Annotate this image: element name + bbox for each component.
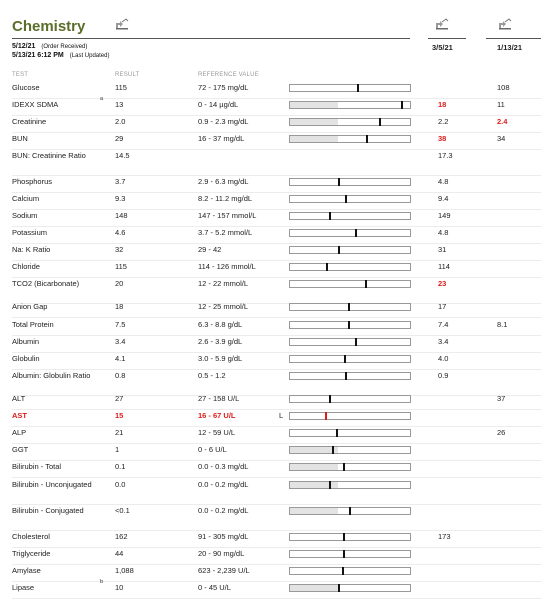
test-result: 0.1 [115, 462, 126, 471]
test-name: Chloride [12, 262, 40, 271]
reference-range: 623 - 2,239 U/L [198, 566, 250, 575]
range-bar-marker [366, 135, 368, 143]
reference-range: 27 - 158 U/L [198, 394, 240, 403]
reference-range: 114 - 126 mmol/L [198, 262, 256, 271]
history-value-1: 149 [438, 211, 451, 220]
table-row [0, 299, 553, 318]
test-name: Phosphorus [12, 177, 53, 186]
range-bar-shade [290, 119, 338, 125]
section-title: Chemistry [12, 18, 86, 35]
test-result: <0.1 [115, 506, 130, 515]
reference-range: 147 - 157 mmol/L [198, 211, 257, 220]
test-name: AST [12, 411, 27, 420]
range-bar [289, 303, 411, 311]
reference-range: 16 - 67 U/L [198, 411, 236, 420]
reference-range: 12 - 25 mmol/L [198, 302, 249, 311]
column-header-reference: REFERENCE VALUE [198, 72, 259, 78]
test-result: 1,088 [115, 566, 134, 575]
range-bar [289, 412, 411, 420]
test-result: 27 [115, 394, 124, 403]
test-result: 0.8 [115, 371, 126, 380]
range-bar-marker [343, 550, 345, 558]
range-bar [289, 463, 411, 471]
range-bar-marker [345, 195, 347, 203]
range-bar [289, 481, 411, 489]
history-value-1: 31 [438, 245, 447, 254]
range-bar [289, 178, 411, 186]
reference-range: 0.5 - 1.2 [198, 371, 226, 380]
range-bar-shade [290, 136, 338, 142]
history-value-2: 108 [497, 83, 510, 92]
test-name: BUN [12, 134, 28, 143]
column-header-test: TEST [12, 72, 29, 78]
reference-range: 0 - 14 µg/dL [198, 100, 239, 109]
range-bar [289, 118, 411, 126]
range-bar-shade [290, 508, 338, 514]
range-bar [289, 280, 411, 288]
received-date: 5/12/21 [12, 43, 36, 50]
test-name: Lipase [12, 583, 35, 592]
range-bar-marker [329, 395, 331, 403]
reference-range: 12 - 59 U/L [198, 428, 236, 437]
test-name: ALT [12, 394, 26, 403]
range-bar [289, 101, 411, 109]
range-bar [289, 246, 411, 254]
history-value-1: 9.4 [438, 194, 449, 203]
history-value-1: 173 [438, 532, 451, 541]
range-bar [289, 84, 411, 92]
test-result: 148 [115, 211, 128, 220]
range-bar-marker [348, 303, 350, 311]
history-value-1: 4.0 [438, 354, 449, 363]
test-result: 10 [115, 583, 124, 592]
range-bar [289, 263, 411, 271]
range-bar-shade [290, 464, 338, 470]
test-name: GGT [12, 445, 29, 454]
history-value-1: 17.3 [438, 151, 453, 160]
test-name: Amylase [12, 566, 41, 575]
test-result: 1 [115, 445, 120, 454]
history-value-1: 0.9 [438, 371, 449, 380]
history-date-2: 1/13/21 [497, 43, 523, 52]
range-bar-shade [290, 585, 338, 591]
updated-date: 5/13/21 6:12 PM [12, 52, 64, 59]
test-name: Creatinine [12, 117, 47, 126]
test-name: Albumin [12, 337, 40, 346]
history-value-1: 38 [438, 134, 447, 143]
history-value-1: 23 [438, 279, 447, 288]
header-rule [12, 38, 410, 39]
range-bar [289, 507, 411, 515]
test-result: 29 [115, 134, 124, 143]
result-flag: L [279, 411, 284, 420]
test-result: 9.3 [115, 194, 126, 203]
range-bar-marker [344, 355, 346, 363]
range-bar-marker [342, 567, 344, 575]
history-value-2: 2.4 [497, 117, 508, 126]
range-bar [289, 229, 411, 237]
test-name: Calcium [12, 194, 40, 203]
header-rule [428, 38, 466, 39]
reference-range: 0.0 - 0.2 mg/dL [198, 480, 249, 489]
test-name: Bilirubin - Total [12, 462, 62, 471]
test-name: Glucose [12, 83, 40, 92]
received-label: (Order Received) [41, 44, 88, 50]
range-bar-marker [336, 429, 338, 437]
column-header-result: RESULT [115, 72, 140, 78]
test-name: Sodium [12, 211, 38, 220]
test-result: 32 [115, 245, 124, 254]
share-export-icon[interactable] [115, 18, 129, 30]
table-row [0, 477, 553, 505]
range-bar-marker [343, 533, 345, 541]
reference-range: 3.7 - 5.2 mmol/L [198, 228, 253, 237]
row-divider [12, 598, 541, 599]
range-bar-marker [343, 463, 345, 471]
test-result: 21 [115, 428, 124, 437]
history-value-1: 4.8 [438, 228, 449, 237]
test-result: 4.6 [115, 228, 126, 237]
test-result: 3.4 [115, 337, 126, 346]
range-bar-marker [355, 338, 357, 346]
range-bar-marker [379, 118, 381, 126]
test-result: 14.5 [115, 151, 130, 160]
test-name: Potassium [12, 228, 48, 237]
range-bar-shade [290, 102, 338, 108]
reference-range: 20 - 90 mg/dL [198, 549, 245, 558]
history-value-2: 34 [497, 134, 506, 143]
test-result: 15 [115, 411, 124, 420]
updated-label: (Last Updated) [69, 53, 110, 59]
range-bar-marker [338, 584, 340, 592]
test-name: Triglyceride [12, 549, 51, 558]
test-result: 0.0 [115, 480, 126, 489]
table-row [0, 148, 553, 176]
range-bar [289, 446, 411, 454]
history-value-1: 4.8 [438, 177, 449, 186]
test-result: 7.5 [115, 320, 126, 329]
range-bar [289, 584, 411, 592]
range-bar-marker [357, 84, 359, 92]
history-value-1: 3.4 [438, 337, 449, 346]
history-value-1: 2.2 [438, 117, 449, 126]
table-row [0, 459, 553, 478]
range-bar-marker [329, 481, 331, 489]
range-bar [289, 395, 411, 403]
test-result: 20 [115, 279, 124, 288]
footnote-marker: a [100, 96, 104, 102]
range-bar-marker [329, 212, 331, 220]
test-name: Cholesterol [12, 532, 50, 541]
reference-range: 91 - 305 mg/dL [198, 532, 249, 541]
test-result: 4.1 [115, 354, 126, 363]
range-bar [289, 338, 411, 346]
reference-range: 0 - 6 U/L [198, 445, 227, 454]
range-bar [289, 355, 411, 363]
range-bar-marker [332, 446, 334, 454]
range-bar-marker [338, 246, 340, 254]
range-bar-marker [338, 178, 340, 186]
range-bar-marker [326, 263, 328, 271]
test-result: 115 [115, 262, 127, 271]
history-value-1: 7.4 [438, 320, 449, 329]
test-name: Albumin: Globulin Ratio [12, 371, 91, 380]
header-rule [486, 38, 541, 39]
test-name: Na: K Ratio [12, 245, 51, 254]
test-result: 162 [115, 532, 128, 541]
history-value-1: 17 [438, 302, 447, 311]
footnote-marker: b [100, 579, 104, 585]
history-value-2: 26 [497, 428, 506, 437]
test-name: BUN: Creatinine Ratio [12, 151, 86, 160]
range-bar [289, 195, 411, 203]
table-row [0, 503, 553, 531]
last-updated [12, 52, 109, 59]
reference-range: 29 - 42 [198, 245, 222, 254]
range-bar [289, 429, 411, 437]
range-bar-marker [349, 507, 351, 515]
range-bar-marker [345, 372, 347, 380]
test-name: Anion Gap [12, 302, 48, 311]
history-value-2: 11 [497, 100, 505, 109]
reference-range: 72 - 175 mg/dL [198, 83, 249, 92]
test-result: 13 [115, 100, 124, 109]
test-result: 18 [115, 302, 124, 311]
range-bar-marker [355, 229, 357, 237]
range-bar [289, 212, 411, 220]
range-bar-marker [365, 280, 367, 288]
reference-range: 6.3 - 8.8 g/dL [198, 320, 243, 329]
reference-range: 0 - 45 U/L [198, 583, 231, 592]
test-result: 3.7 [115, 177, 126, 186]
reference-range: 2.6 - 3.9 g/dL [198, 337, 243, 346]
history-value-2: 8.1 [497, 320, 508, 329]
reference-range: 8.2 - 11.2 mg/dL [198, 194, 253, 203]
range-bar-shade [290, 447, 338, 453]
test-name: ALP [12, 428, 27, 437]
test-name: IDEXX SDMA [12, 100, 59, 109]
reference-range: 16 - 37 mg/dL [198, 134, 245, 143]
history-date-1: 3/5/21 [432, 43, 453, 52]
test-name: Globulin [12, 354, 40, 363]
order-received [12, 43, 87, 50]
range-bar [289, 567, 411, 575]
history-value-2: 37 [497, 394, 506, 403]
reference-range: 2.9 - 6.3 mg/dL [198, 177, 249, 186]
reference-range: 12 - 22 mmol/L [198, 279, 249, 288]
range-bar-marker [401, 101, 403, 109]
test-result: 44 [115, 549, 124, 558]
test-result: 115 [115, 83, 127, 92]
reference-range: 0.9 - 2.3 mg/dL [198, 117, 249, 126]
table-row [0, 580, 553, 599]
test-name: Total Protein [12, 320, 54, 329]
history-value-1: 18 [438, 100, 447, 109]
range-bar [289, 533, 411, 541]
range-bar-marker [325, 412, 327, 420]
range-bar-shade [290, 482, 338, 488]
range-bar [289, 372, 411, 380]
test-result: 2.0 [115, 117, 126, 126]
reference-range: 0.0 - 0.3 mg/dL [198, 462, 249, 471]
history-value-1: 114 [438, 262, 450, 271]
range-bar [289, 135, 411, 143]
test-name: Bilirubin - Unconjugated [12, 480, 92, 489]
reference-range: 0.0 - 0.2 mg/dL [198, 506, 249, 515]
test-name: TCO2 (Bicarbonate) [12, 279, 80, 288]
reference-range: 3.0 - 5.9 g/dL [198, 354, 243, 363]
range-bar [289, 550, 411, 558]
share-export-icon[interactable] [498, 18, 512, 30]
share-export-icon[interactable] [435, 18, 449, 30]
test-name: Bilirubin - Conjugated [12, 506, 84, 515]
range-bar-marker [348, 321, 350, 329]
range-bar [289, 321, 411, 329]
